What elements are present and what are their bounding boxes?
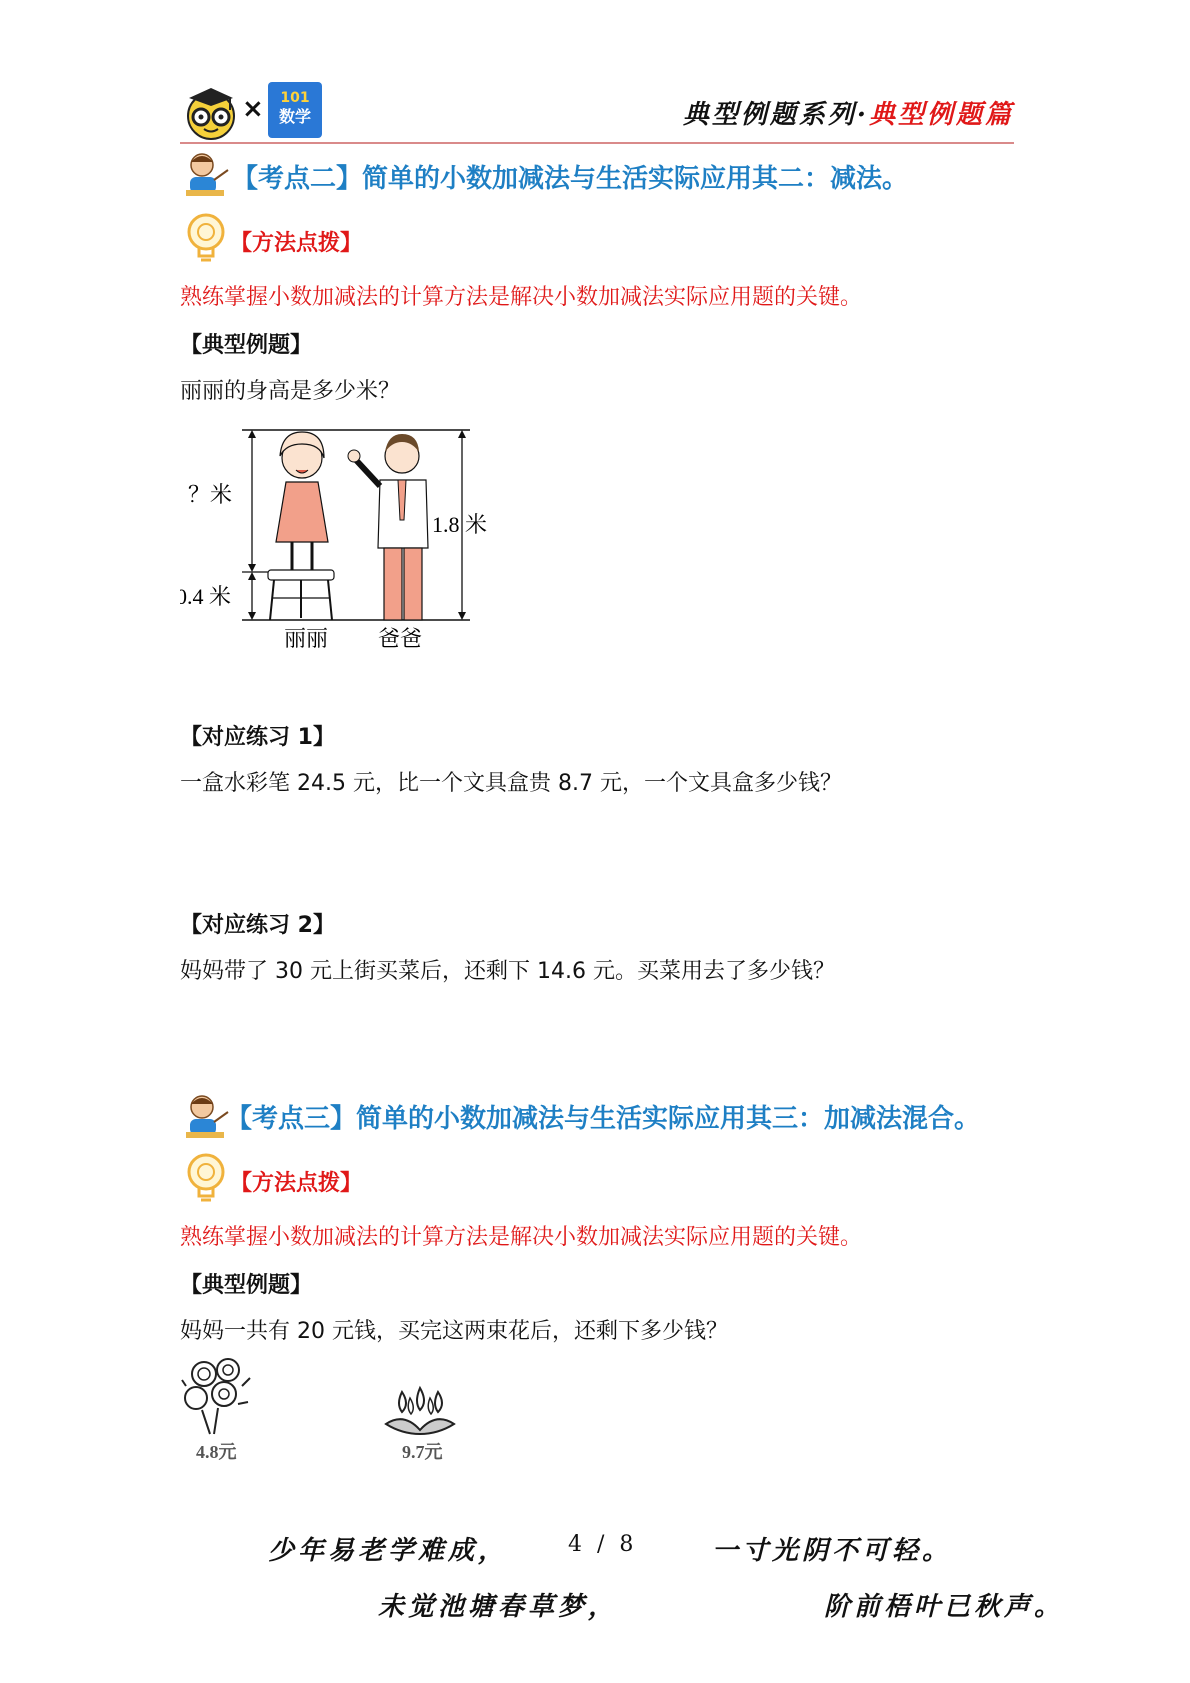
poem-line-1b: 一寸光阴不可轻。 (712, 1536, 953, 1566)
poem-line-1a: 少年易老学难成， (268, 1536, 509, 1566)
practice-2-text: 妈妈带了 30 元上街买菜后，还剩下 14.6 元。买菜用去了多少钱？ (180, 959, 835, 984)
lightbulb-icon (186, 212, 226, 266)
price-tulips: 9.7元 (402, 1442, 443, 1462)
example-question: 丽丽的身高是多少米？ (180, 379, 401, 404)
label-dad-height: 1.8 米 (432, 512, 488, 537)
poem-line-2a: 未觉池塘春草梦， (378, 1592, 619, 1622)
header-title (683, 94, 1014, 131)
example-label: 【典型例题】 (180, 333, 313, 358)
height-figure (180, 420, 510, 652)
tulips-bouquet-image (384, 1384, 456, 1436)
student-icon (184, 150, 230, 200)
page-number: 4 / 8 (568, 1532, 638, 1557)
header-series: 典型例题系列· (682, 100, 869, 130)
example-label: 【典型例题】 (180, 1273, 313, 1298)
example-question: 妈妈一共有 20 元钱，买完这两束花后，还剩下多少钱？ (180, 1319, 728, 1344)
method-label: 【方法点拨】 (230, 1171, 363, 1196)
name-lili: 丽丽 (284, 626, 329, 651)
section-3-title: 【考点三】简单的小数加减法与生活实际应用其三：加减法混合。 (226, 1104, 981, 1134)
logo-text: 数学 (278, 107, 311, 126)
lightbulb-icon (186, 1152, 226, 1206)
poem-line-2b: 阶前梧叶已秋声。 (824, 1592, 1065, 1622)
section-2-title: 【考点二】简单的小数加减法与生活实际应用其二：减法。 (232, 164, 909, 194)
header-chapter: 典型例题篇 (868, 100, 1014, 130)
label-unknown-height: ？米 (188, 482, 233, 507)
price-roses: 4.8元 (196, 1442, 237, 1462)
name-dad: 爸爸 (378, 626, 423, 651)
mascot-logo (184, 82, 238, 140)
logo-number: 101 (280, 90, 310, 106)
student-icon (184, 1092, 230, 1142)
times-sign: × (242, 94, 264, 124)
practice-1-text: 一盒水彩笔 24.5 元，比一个文具盒贵 8.7 元，一个文具盒多少钱？ (180, 771, 842, 796)
practice-1-label: 【对应练习 1】 (180, 725, 335, 750)
practice-2-label: 【对应练习 2】 (180, 913, 335, 938)
method-label: 【方法点拨】 (230, 231, 363, 256)
math-101-logo (268, 82, 322, 138)
method-text: 熟练掌握小数加减法的计算方法是解决小数加减法实际应用题的关键。 (180, 285, 863, 310)
method-text: 熟练掌握小数加减法的计算方法是解决小数加减法实际应用题的关键。 (180, 1225, 863, 1250)
roses-bouquet-image (180, 1356, 260, 1436)
label-stool-height: 0.4 米 (180, 584, 232, 609)
header-divider (180, 142, 1014, 144)
